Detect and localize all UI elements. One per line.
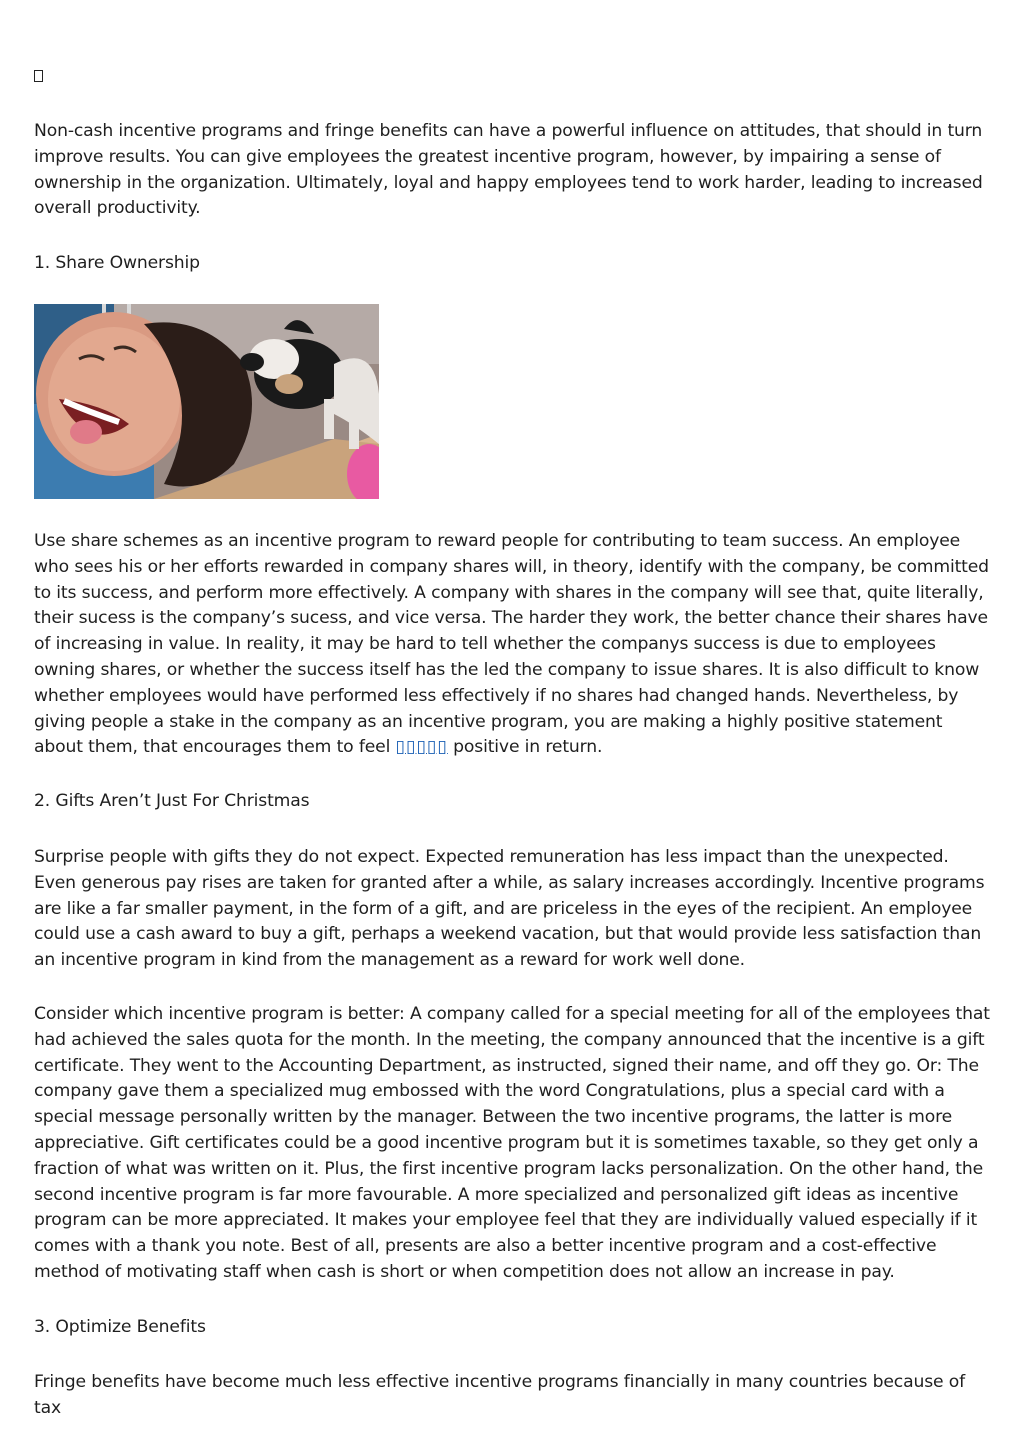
heading-share-ownership: 1. Share Ownership: [34, 253, 200, 273]
share-paragraph-text: Use share schemes as an incentive program to reward people for contributing to team success. An employee who sees his or her efforts rewarded in company shares will, in theory, identify with the company, be committed to its success, and perform more effectively. A company with shares in the company will see that, quite literally, their sucess is the company’s sucess, and vice versa. The harder they work, the better chance their shares have of increasing in value. In reality, it may be hard to tell whether the companys success is due to employees owning shares, or whether the success itself has the led the company to issue shares. It is also difficult to know whether employees would have performed less effectively if no shares had changed hands. Nevertheless, by giving people a stake in the company as an incentive program, you are making a highly positive statement about them, that encourages them to feel: [34, 531, 989, 758]
share-ownership-paragraph: [34, 529, 992, 761]
heading-optimize-benefits: 3. Optimize Benefits: [34, 1317, 206, 1337]
missing-glyph-icon: [34, 70, 43, 82]
consider-paragraph: Consider which incentive program is better: A company called for a special meeting for all of the employees that had achieved the sales quota for the month. In the meeting, the company announced that the incentive is a gift certificate. They went to the Accounting Department, as instructed, signed their name, and off they go. Or: The company gave them a specialized mug embossed with the word Congratulations, plus a special card with a special message personally written by the manager. Between the two incentive programs, the latter is more appreciative. Gift certificates could be a good incentive program but it is sometimes taxable, so they get only a fraction of what was written on it. Plus, the first incentive program lacks personalization. On the other hand, the second incentive program is far more favourable. A more specialized and personalized gift ideas as incentive program can be more appreciated. It makes your employee feel that they are individually valued especially if it comes with a thank you note. Best of all, presents are also a better incentive program and a cost-effective method of motivating staff when cash is short or when competition does not allow an increase in pay.: [34, 1004, 990, 1282]
inline-link[interactable]: ▯▯▯▯▯: [395, 737, 448, 758]
fringe-paragraph: Fringe benefits have become much less effective incentive programs financially in many countries because of tax: [34, 1372, 966, 1418]
gifts-paragraph: Surprise people with gifts they do not expect. Expected remuneration has less impact than the unexpected. Even generous pay rises are taken for granted after a while, as salary increases accordingly. Incentive programs are like a far smaller payment, in the form of a gift, and are priceless in the eyes of the recipient. An employee could use a cash award to buy a gift, perhaps a weekend vacation, but that would provide less satisfaction than an incentive program in kind from the management as a reward for work well done.: [34, 847, 985, 971]
heading-gifts: 2. Gifts Aren’t Just For Christmas: [34, 791, 310, 811]
share-paragraph-tail: positive in return.: [447, 737, 603, 758]
intro-paragraph: Non-cash incentive programs and fringe benefits can have a powerful influence on attitudes, that should in turn improve results. You can give employees the greatest incentive program, however, by impairing a sense of ownership in the organization. Ultimately, loyal and happy employees tend to work harder, leading to increased overall productivity.: [34, 121, 983, 219]
woman-and-dog-photo: [34, 304, 379, 499]
